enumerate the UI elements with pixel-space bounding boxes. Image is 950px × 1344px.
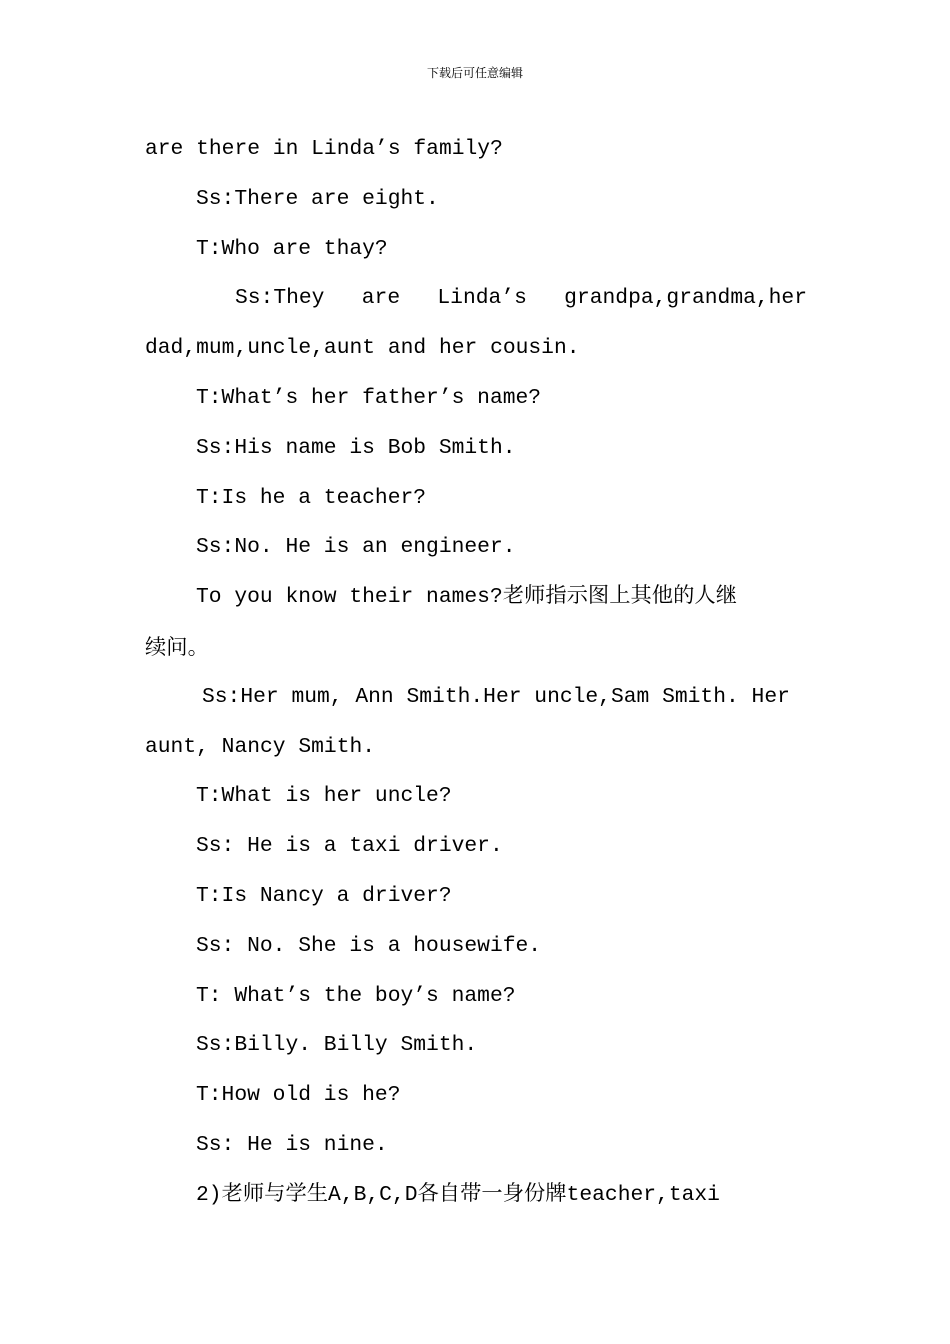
text-line: Ss:His name is Bob Smith. (196, 435, 516, 460)
text-line: Ss: He is nine. (196, 1132, 388, 1157)
word: Linda’s (437, 286, 527, 311)
text-line: Ss: He is a taxi driver. (196, 834, 503, 859)
word: grandpa,grandma,her (564, 286, 807, 311)
text-line: Ss: No. She is a housewife. (196, 933, 542, 958)
word: are (361, 286, 401, 311)
text-line: dad,mum,uncle,aunt and her cousin. (145, 336, 580, 361)
text-line: T:Is he a teacher? (196, 485, 427, 510)
text-line: are there in Linda’s family? (145, 137, 503, 161)
text-line: T:What’s her father’s name? (196, 385, 542, 410)
text-line: T:Is Nancy a driver? (196, 883, 452, 908)
page-header: 下载后可任意编辑 (426, 66, 523, 80)
text-line: T:Who are thay? (196, 236, 388, 261)
text-line: 2)老师与学生A,B,C,D各自带一身份牌teacher,taxi (196, 1182, 720, 1207)
text-line: Ss:No. He is an engineer. (196, 535, 516, 560)
document-body (145, 125, 807, 1221)
text-line: T:What is her uncle? (196, 784, 452, 809)
text-line-justified (145, 274, 807, 324)
text-line: 续问。 (145, 634, 209, 660)
text-line: Ss:Her mum, Ann Smith.Her uncle,Sam Smith. Her (202, 684, 790, 709)
text-line: T:How old is he? (196, 1083, 401, 1108)
text-line: T: What’s the boy’s name? (196, 983, 516, 1008)
word: Ss:They (235, 286, 325, 311)
text-line: aunt, Nancy Smith. (145, 734, 376, 759)
text-line: To you know their names?老师指示图上其他的人继 (196, 585, 737, 610)
text-line: Ss:There are eight. (196, 186, 439, 211)
text-line: Ss:Billy. Billy Smith. (196, 1033, 478, 1058)
